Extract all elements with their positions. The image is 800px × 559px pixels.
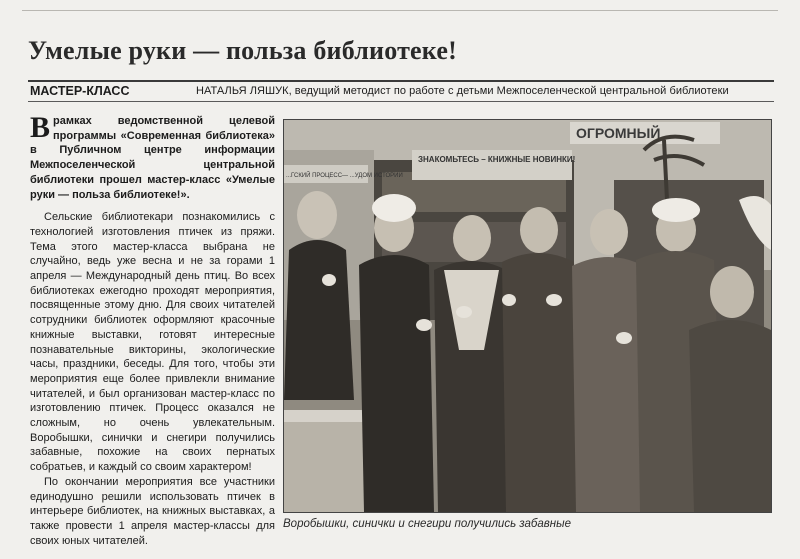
rubric-rule-top: [28, 80, 774, 82]
photo-illustration: [284, 120, 771, 512]
photo-banner-3: ...ГСКИЙ ПРОЦЕСС— ...УДОМ ИСТОРИИ: [286, 173, 403, 179]
dropcap: В: [30, 111, 51, 144]
article-photo: [283, 119, 772, 513]
article-column: [30, 111, 275, 548]
rubric-rule-bottom: [28, 101, 774, 102]
photo-banner-1: ОГРОМНЫЙ: [576, 125, 661, 141]
photo-banner-2: ЗНАКОМЬТЕСЬ – КНИЖНЫЕ НОВИНКИ!: [418, 155, 576, 164]
lead-text: рамках ведомственной целевой программы «Современная библиотека» в Публичном центре информации Межпоселенческой центральной библиотеки прошел мастер-класс «Умелые руки — польза библиотеке!».: [30, 115, 275, 201]
rubric-label: МАСТЕР-КЛАСС: [30, 84, 130, 98]
body-paragraph-2: По окончании мероприятия все участники единодушно решили использовать птичек в интерьере библиотек, на книжных выставках, а также провести 1 апреля мастер-классы для своих юных читателей.: [30, 475, 275, 547]
byline: НАТАЛЬЯ ЛЯШУК, ведущий методист по работе с детьми Межпоселенческой центральной библиотеки: [196, 85, 729, 97]
top-rule: [22, 10, 778, 11]
headline: Умелые руки — польза библиотеке!: [28, 36, 457, 65]
photo-caption: Воробышки, синички и снегири получились забавные: [283, 518, 571, 530]
lead-paragraph: [30, 111, 275, 202]
body-paragraph-1: Сельские библиотекари познакомились с технологией изготовления птичек из пряжи. Тема этого мастер-класса выбрана не случайно, ведь уже весна и не за горами 1 апреля — Международный день птиц. Во всех библиотеках ежегодно проходят мероприятия, посвященные этому дню. Для своих читателей сотрудники библиотек оформляют красочные книжные выставки, готовят интересные познавательные викторины, экологические часы, праздники, беседы. Для того, чтобы эти мероприятия еще более привлекли внимание читателей, и был организован мастер-класс по изготовлению птичек. Процесс оказался не сложным, но очень увлекательным. Воробышки, синички и снегири получились забавные, похожие на своих пернатых собратьев, и каждый со своим характером!: [30, 211, 275, 474]
